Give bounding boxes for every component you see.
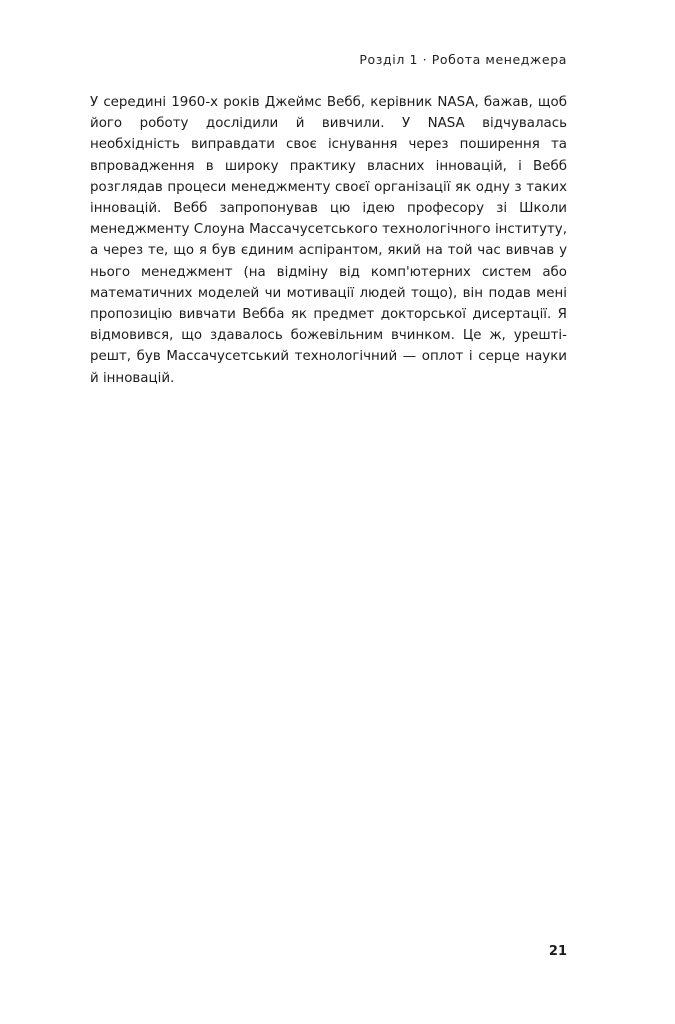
paragraph-1: У середині 1960-х років Джеймс Вебб, керівник NASA, бажав, щоб його роботу дослідили й вивчили. У NASA відчувалась необхідність виправдати своє існування через поширення та впровадження в широку практику власних інновацій, і Вебб розглядав процеси менеджменту своєї організації як одну з таких інновацій. Вебб запропонував цю ідею професору зі Школи менеджменту Слоуна Массачусетського технологічного інституту, а через те, що я був єдиним аспірантом, який на той час вивчав у нього менеджмент (на відміну від комп'ютерних систем або математичних моделей чи мотивації людей тощо), він подав мені пропозицію вивчати Вебба як предмет докторської дисертації. Я відмовився, що здавалось божевільним вчинком. Це ж, урешті-решт, був Массачусетський технологічний — оплот і серце науки й інновацій. <box>90 95 567 386</box>
running-header: Розділ 1 · Робота менеджера <box>359 52 567 67</box>
page-number: 21 <box>548 944 567 959</box>
body-text <box>90 92 567 389</box>
